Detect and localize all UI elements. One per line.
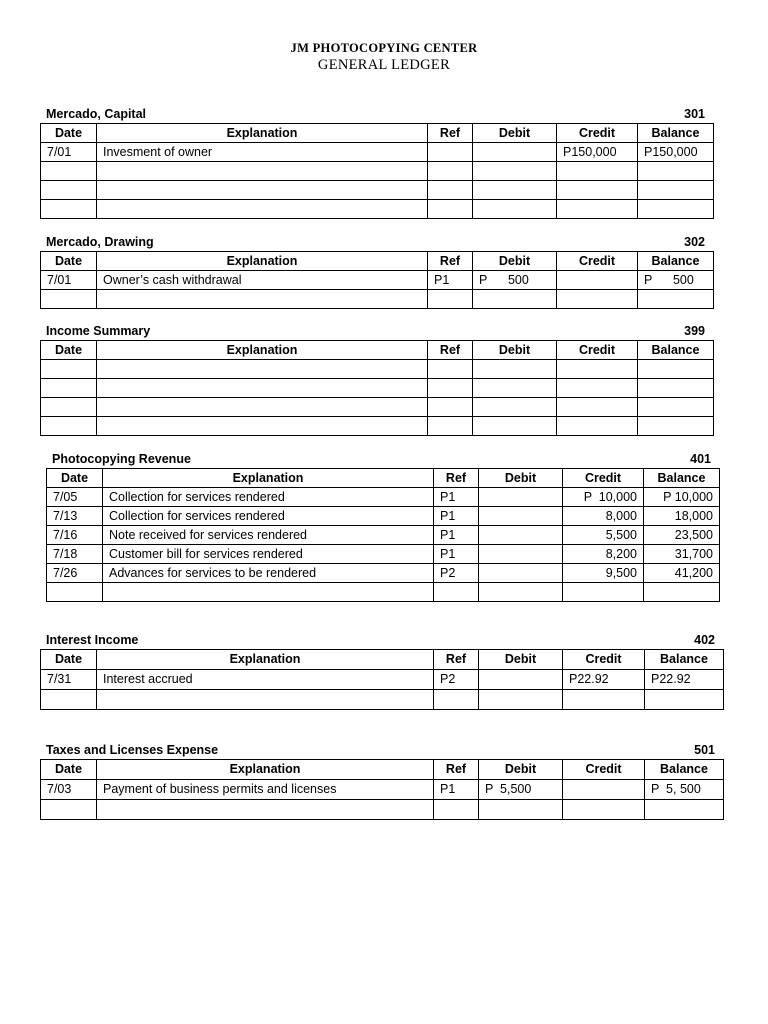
column-header-date: Date [41, 252, 97, 271]
cell-date [41, 379, 97, 398]
cell-explanation [97, 360, 428, 379]
column-header-date: Date [41, 124, 97, 143]
table-row [47, 526, 720, 545]
column-header-debit: Debit [473, 252, 557, 271]
cell-credit [557, 162, 638, 181]
account-number: 399 [684, 324, 705, 338]
cell-date [41, 200, 97, 219]
ledger-account [40, 234, 713, 309]
cell-balance [638, 379, 714, 398]
cell-credit [563, 690, 645, 710]
cell-explanation: Interest accrued [97, 670, 434, 690]
cell-balance [645, 800, 724, 820]
column-header-date: Date [41, 341, 97, 360]
table-row [41, 181, 714, 200]
ledger-account [40, 632, 723, 710]
cell-date: 7/03 [41, 780, 97, 800]
cell-explanation: Collection for services rendered [103, 488, 434, 507]
cell-credit [557, 398, 638, 417]
ledger-table [40, 340, 714, 436]
column-header-debit: Debit [479, 650, 563, 670]
cell-debit [473, 379, 557, 398]
table-row [41, 143, 714, 162]
cell-credit [557, 181, 638, 200]
cell-credit: P22.92 [563, 670, 645, 690]
cell-ref: P1 [434, 488, 479, 507]
column-header-ref: Ref [428, 124, 473, 143]
cell-balance: P 10,000 [644, 488, 720, 507]
cell-date: 7/05 [47, 488, 103, 507]
cell-balance [638, 417, 714, 436]
column-header-explanation: Explanation [97, 760, 434, 780]
account-number: 501 [694, 743, 715, 757]
account-name: Income Summary [46, 324, 151, 338]
cell-date: 7/13 [47, 507, 103, 526]
column-header-balance: Balance [644, 469, 720, 488]
cell-explanation [97, 800, 434, 820]
cell-balance: P 500 [638, 271, 714, 290]
column-header-explanation: Explanation [103, 469, 434, 488]
cell-date [41, 398, 97, 417]
ledger-table [40, 251, 714, 309]
cell-credit [557, 360, 638, 379]
column-header-row [41, 760, 724, 780]
column-header-credit: Credit [557, 124, 638, 143]
ledger-table [40, 759, 724, 820]
cell-balance: 31,700 [644, 545, 720, 564]
cell-credit: 8,000 [563, 507, 644, 526]
cell-balance [638, 181, 714, 200]
table-row [47, 583, 720, 602]
cell-credit [557, 290, 638, 309]
cell-date [41, 417, 97, 436]
ledger-account [46, 451, 719, 602]
table-row [41, 271, 714, 290]
cell-date [41, 690, 97, 710]
cell-debit [479, 545, 563, 564]
cell-debit [473, 181, 557, 200]
cell-ref [428, 181, 473, 200]
account-header [40, 742, 723, 759]
column-header-explanation: Explanation [97, 124, 428, 143]
cell-explanation: Advances for services to be rendered [103, 564, 434, 583]
column-header-ref: Ref [428, 341, 473, 360]
table-row [41, 690, 724, 710]
cell-explanation: Collection for services rendered [103, 507, 434, 526]
table-row [47, 507, 720, 526]
cell-date: 7/26 [47, 564, 103, 583]
cell-credit: 9,500 [563, 564, 644, 583]
column-header-balance: Balance [638, 252, 714, 271]
cell-ref: P1 [434, 545, 479, 564]
cell-explanation [97, 417, 428, 436]
table-row [47, 488, 720, 507]
cell-explanation [97, 290, 428, 309]
cell-debit [479, 670, 563, 690]
cell-debit [479, 564, 563, 583]
column-header-debit: Debit [479, 469, 563, 488]
column-header-credit: Credit [563, 650, 645, 670]
cell-debit [473, 143, 557, 162]
ledger-account [40, 323, 713, 436]
cell-balance [638, 200, 714, 219]
cell-balance: P22.92 [645, 670, 724, 690]
column-header-date: Date [47, 469, 103, 488]
cell-debit [473, 417, 557, 436]
cell-debit [479, 583, 563, 602]
cell-date: 7/18 [47, 545, 103, 564]
cell-debit [479, 800, 563, 820]
column-header-ref: Ref [434, 650, 479, 670]
cell-ref: P1 [428, 271, 473, 290]
cell-ref [434, 690, 479, 710]
table-row [41, 379, 714, 398]
column-header-debit: Debit [473, 124, 557, 143]
cell-debit [473, 360, 557, 379]
column-header-ref: Ref [428, 252, 473, 271]
cell-date [41, 162, 97, 181]
account-header [40, 234, 713, 251]
account-header [46, 451, 719, 468]
cell-balance [638, 290, 714, 309]
cell-debit [473, 162, 557, 181]
cell-explanation [97, 200, 428, 219]
account-name: Mercado, Capital [46, 107, 147, 121]
cell-ref: P1 [434, 780, 479, 800]
cell-explanation: Customer bill for services rendered [103, 545, 434, 564]
cell-debit [479, 526, 563, 545]
cell-ref: P2 [434, 670, 479, 690]
column-header-row [47, 469, 720, 488]
cell-credit: P150,000 [557, 143, 638, 162]
cell-credit: P 10,000 [563, 488, 644, 507]
cell-explanation: Invesment of owner [97, 143, 428, 162]
cell-credit [557, 417, 638, 436]
cell-explanation: Owner’s cash withdrawal [97, 271, 428, 290]
cell-ref [428, 360, 473, 379]
account-number: 302 [684, 235, 705, 249]
cell-ref [428, 200, 473, 219]
cell-balance [644, 583, 720, 602]
column-header-ref: Ref [434, 760, 479, 780]
cell-explanation [103, 583, 434, 602]
column-header-explanation: Explanation [97, 252, 428, 271]
table-row [41, 670, 724, 690]
column-header-balance: Balance [645, 650, 724, 670]
cell-explanation [97, 398, 428, 417]
cell-credit: 5,500 [563, 526, 644, 545]
cell-ref [434, 583, 479, 602]
ledger-table [46, 468, 720, 602]
cell-date [41, 800, 97, 820]
cell-credit [557, 271, 638, 290]
column-header-date: Date [41, 650, 97, 670]
column-header-balance: Balance [645, 760, 724, 780]
cell-debit [473, 290, 557, 309]
cell-explanation [97, 379, 428, 398]
cell-explanation [97, 181, 428, 200]
company-name: JM PHOTOCOPYING CENTER [290, 41, 478, 55]
cell-date [47, 583, 103, 602]
column-header-debit: Debit [479, 760, 563, 780]
cell-debit [479, 690, 563, 710]
account-name: Interest Income [46, 633, 139, 647]
cell-ref [434, 800, 479, 820]
cell-balance: 23,500 [644, 526, 720, 545]
column-header-row [41, 341, 714, 360]
cell-date: 7/01 [41, 143, 97, 162]
ledger-account [40, 106, 713, 219]
column-header-row [41, 252, 714, 271]
cell-balance [645, 690, 724, 710]
cell-credit: 8,200 [563, 545, 644, 564]
column-header-balance: Balance [638, 124, 714, 143]
table-row [41, 398, 714, 417]
ledger-table [40, 649, 724, 710]
cell-ref [428, 162, 473, 181]
cell-balance [638, 162, 714, 181]
cell-balance: 41,200 [644, 564, 720, 583]
cell-explanation [97, 162, 428, 181]
account-number: 402 [694, 633, 715, 647]
cell-date [41, 360, 97, 379]
cell-balance: P 5, 500 [645, 780, 724, 800]
ledger-account [40, 742, 723, 820]
cell-ref: P1 [434, 526, 479, 545]
column-header-credit: Credit [557, 341, 638, 360]
cell-credit [563, 780, 645, 800]
column-header-credit: Credit [557, 252, 638, 271]
account-header [40, 632, 723, 649]
column-header-credit: Credit [563, 760, 645, 780]
cell-balance: P150,000 [638, 143, 714, 162]
ledger-title: GENERAL LEDGER [317, 57, 451, 73]
cell-ref [428, 143, 473, 162]
cell-explanation: Payment of business permits and licenses [97, 780, 434, 800]
account-number: 301 [684, 107, 705, 121]
cell-balance [638, 360, 714, 379]
cell-ref [428, 417, 473, 436]
cell-ref [428, 290, 473, 309]
cell-balance [638, 398, 714, 417]
account-name: Photocopying Revenue [52, 452, 191, 466]
cell-debit [479, 507, 563, 526]
account-name: Taxes and Licenses Expense [46, 743, 219, 757]
cell-credit [557, 200, 638, 219]
cell-explanation: Note received for services rendered [103, 526, 434, 545]
cell-debit: P 500 [473, 271, 557, 290]
cell-ref: P2 [434, 564, 479, 583]
column-header-balance: Balance [638, 341, 714, 360]
cell-date: 7/01 [41, 271, 97, 290]
account-name: Mercado, Drawing [46, 235, 154, 249]
table-row [41, 780, 724, 800]
table-row [41, 162, 714, 181]
table-row [47, 564, 720, 583]
account-header [40, 106, 713, 123]
account-number: 401 [690, 452, 711, 466]
cell-ref [428, 398, 473, 417]
table-row [41, 200, 714, 219]
table-row [41, 417, 714, 436]
cell-balance: 18,000 [644, 507, 720, 526]
cell-ref: P1 [434, 507, 479, 526]
cell-explanation [97, 690, 434, 710]
cell-date: 7/31 [41, 670, 97, 690]
cell-credit [557, 379, 638, 398]
ledger-table [40, 123, 714, 219]
column-header-ref: Ref [434, 469, 479, 488]
column-header-explanation: Explanation [97, 650, 434, 670]
column-header-credit: Credit [563, 469, 644, 488]
table-row [41, 290, 714, 309]
cell-credit [563, 583, 644, 602]
cell-date [41, 181, 97, 200]
column-header-row [41, 124, 714, 143]
table-row [41, 800, 724, 820]
cell-debit [473, 200, 557, 219]
column-header-row [41, 650, 724, 670]
cell-ref [428, 379, 473, 398]
cell-date [41, 290, 97, 309]
cell-debit [479, 488, 563, 507]
cell-date: 7/16 [47, 526, 103, 545]
cell-debit: P 5,500 [479, 780, 563, 800]
cell-credit [563, 800, 645, 820]
account-header [40, 323, 713, 340]
table-row [41, 360, 714, 379]
table-row [47, 545, 720, 564]
column-header-explanation: Explanation [97, 341, 428, 360]
cell-debit [473, 398, 557, 417]
column-header-date: Date [41, 760, 97, 780]
column-header-debit: Debit [473, 341, 557, 360]
